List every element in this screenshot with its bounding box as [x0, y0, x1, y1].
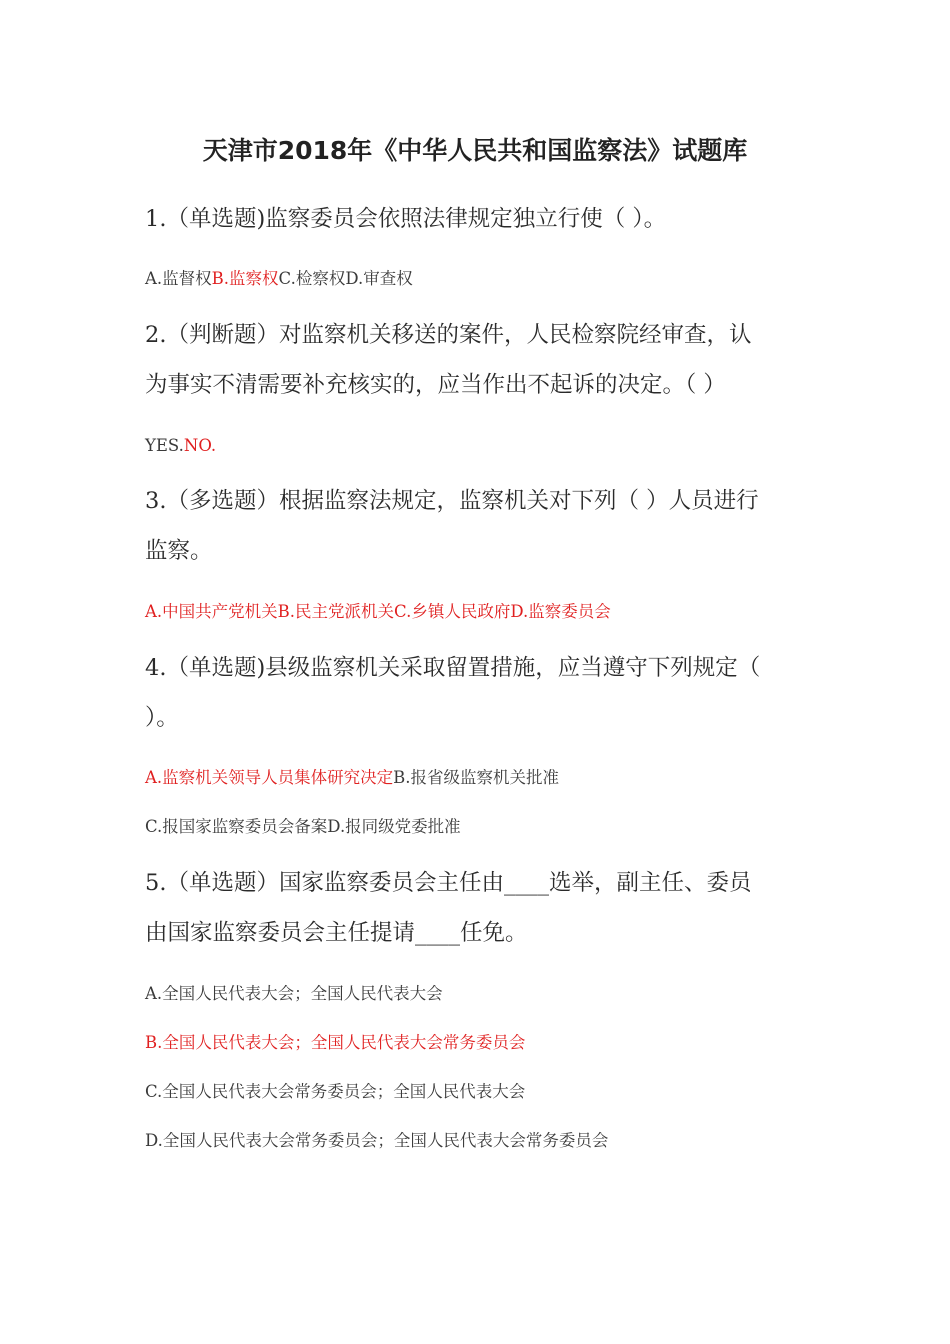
- option-d: D.报同级党委批准: [327, 817, 461, 836]
- option-a-correct: A.监察机关领导人员集体研究决定: [145, 768, 394, 787]
- question-5-option-b-correct: [145, 1031, 815, 1055]
- question-line: 为事实不清需要补充核实的，应当作出不起诉的决定。（ ）: [145, 372, 726, 398]
- question-line: 5.（单选题）国家监察委员会主任由____选举，副主任、委员: [145, 870, 752, 896]
- question-5-option-a: [145, 982, 815, 1006]
- option-b-correct: B.全国人民代表大会；全国人民代表大会常务委员会: [145, 1033, 526, 1052]
- page-title: 天津市2018年《中华人民共和国监察法》试题库: [202, 136, 748, 165]
- question-line: 由国家监察委员会主任提请____任免。: [145, 920, 528, 946]
- option-d: D.审查权: [345, 269, 413, 288]
- option-a: A.全国人民代表大会；全国人民代表大会: [145, 984, 443, 1003]
- question-line: 4.（单选题)县级监察机关采取留置措施，应当遵守下列规定（: [145, 655, 761, 681]
- question-1-options: [145, 267, 815, 291]
- option-b: B.报省级监察机关批准: [393, 768, 560, 787]
- option-c: C.报国家监察委员会备案: [145, 817, 328, 836]
- question-line: ）。: [145, 705, 179, 731]
- question-4-options-row-1: [145, 766, 815, 790]
- option-c: C.全国人民代表大会常务委员会；全国人民代表大会: [145, 1082, 526, 1101]
- option-a: A.监督权: [145, 269, 212, 288]
- option-c: C.检察权: [278, 269, 346, 288]
- question-5-option-c: [145, 1080, 815, 1104]
- question-line: 2.（判断题）对监察机关移送的案件，人民检察院经审查，认: [145, 322, 752, 348]
- question-3-options: [145, 600, 815, 624]
- question-4-options-row-2: [145, 815, 815, 839]
- option-d: D.全国人民代表大会常务委员会；全国人民代表大会常务委员会: [145, 1131, 609, 1150]
- option-b-correct: B.民主党派机关: [277, 602, 395, 621]
- question-line: 监察。: [145, 538, 213, 564]
- question-2-options: [145, 434, 815, 458]
- option-a-correct: A.中国共产党机关: [145, 602, 278, 621]
- question-line: 3.（多选题）根据监察法规定，监察机关对下列（ ）人员进行: [145, 488, 759, 514]
- option-b-correct: B.监察权: [211, 269, 279, 288]
- option-d-correct: D.监察委员会: [510, 602, 611, 621]
- question-5-text: [145, 858, 815, 958]
- question-line: 1.（单选题)监察委员会依照法律规定独立行使（ ）。: [145, 206, 667, 232]
- question-5-option-d: [145, 1129, 815, 1153]
- question-3-text: [145, 476, 815, 576]
- question-2-text: [145, 310, 815, 410]
- option-c-correct: C.乡镇人民政府: [394, 602, 511, 621]
- question-1-text: [145, 194, 815, 244]
- option-yes: YES.: [145, 436, 184, 455]
- option-no-correct: NO.: [183, 436, 217, 455]
- question-4-text: [145, 643, 815, 743]
